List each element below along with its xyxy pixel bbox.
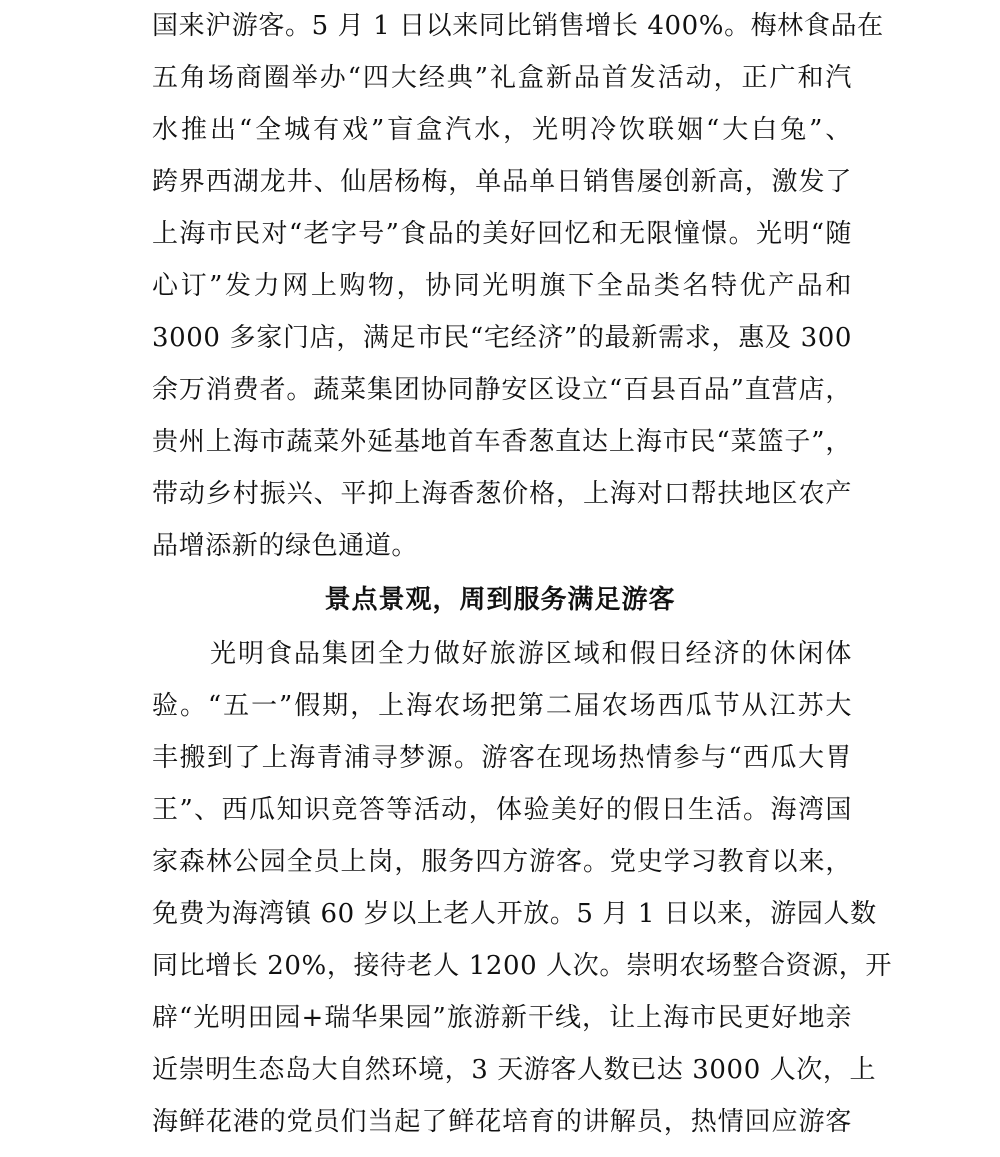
- paragraph-line: 3000 多家门店，满足市民“宅经济”的最新需求，惠及 300: [152, 323, 852, 353]
- paragraph-line: 国来沪游客。5 月 1 日以来同比销售增长 400%。梅林食品在: [152, 11, 884, 41]
- paragraph-line: 心订”发力网上购物，协同光明旗下全品类名特优产品和: [152, 271, 852, 301]
- paragraph-line: 免费为海湾镇 60 岁以上老人开放。5 月 1 日以来，游园人数: [152, 899, 877, 929]
- section-heading: 景点景观，周到服务满足游客: [324, 585, 676, 615]
- paragraph-line: 王”、西瓜知识竞答等活动，体验美好的假日生活。海湾国: [152, 795, 852, 825]
- paragraph-line: 五角场商圈举办“四大经典”礼盒新品首发活动，正广和汽: [152, 63, 852, 93]
- paragraph-line: 水推出“全城有戏”盲盒汽水，光明冷饮联姻“大白兔”、: [152, 115, 852, 145]
- paragraph-line: 丰搬到了上海青浦寻梦源。游客在现场热情参与“西瓜大胃: [152, 743, 852, 773]
- paragraph-line: 光明食品集团全力做好旅游区域和假日经济的休闲体: [210, 639, 852, 669]
- paragraph-line: 近崇明生态岛大自然环境，3 天游客人数已达 3000 人次，上: [152, 1055, 877, 1085]
- paragraph-line: 验。“五一”假期，上海农场把第二届农场西瓜节从江苏大: [152, 691, 852, 721]
- paragraph-line: 同比增长 20%，接待老人 1200 人次。崇明农场整合资源，开: [152, 951, 892, 981]
- paragraph-line: 带动乡村振兴、平抑上海香葱价格，上海对口帮扶地区农产: [152, 479, 852, 509]
- paragraph-line: 贵州上海市蔬菜外延基地首车香葱直达上海市民“菜篮子”，: [152, 427, 852, 457]
- paragraph-line: 上海市民对“老字号”食品的美好回忆和无限憧憬。光明“随: [152, 219, 852, 249]
- paragraph-line: 跨界西湖龙井、仙居杨梅，单品单日销售屡创新高，激发了: [152, 167, 852, 197]
- paragraph-line: 海鲜花港的党员们当起了鲜花培育的讲解员，热情回应游客: [152, 1107, 852, 1137]
- paragraph-line: 家森林公园全员上岗，服务四方游客。党史学习教育以来，: [152, 847, 852, 877]
- paragraph-line: 辟“光明田园+瑞华果园”旅游新干线，让上海市民更好地亲: [152, 1003, 852, 1033]
- paragraph-line: 品增添新的绿色通道。: [152, 531, 419, 561]
- paragraph-line: 余万消费者。蔬菜集团协同静安区设立“百县百品”直营店，: [152, 375, 852, 405]
